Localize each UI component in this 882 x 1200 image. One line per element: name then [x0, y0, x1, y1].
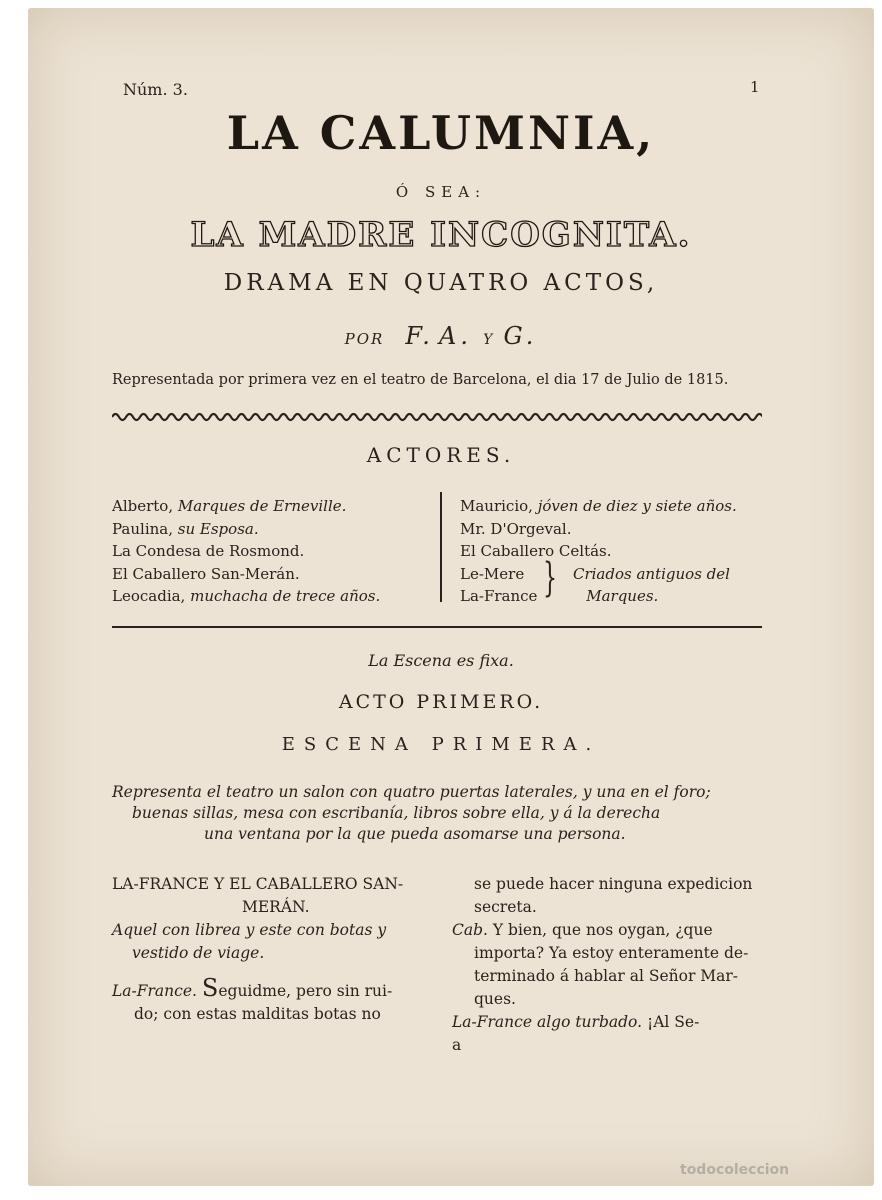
title-connector: Ó SEA: [395, 183, 487, 201]
speech-line: ques. [474, 990, 516, 1008]
cast-entry: Paulina, su Esposa. [112, 519, 259, 538]
author-conjunction: Y [483, 332, 493, 348]
speech-line: se puede hacer ninguna expedicion [474, 875, 753, 893]
brace-glyph: } [543, 555, 557, 601]
dialogue-column-right [452, 873, 772, 1057]
drop-cap: S [201, 974, 219, 1002]
cast-entry: La-France Marques. [460, 587, 659, 605]
subtitle: LA MADRE INCOGNITA. [190, 215, 692, 255]
premiere-note: Representada por primera vez en el teatro de Barcelona, el dia 17 de Julio de 1815. [112, 372, 729, 388]
scene-heading: ESCENA PRIMERA. [281, 734, 601, 755]
speaker-name: Cab. [452, 921, 488, 939]
stage-directions [112, 782, 767, 845]
characters-heading: LA-FRANCE Y EL CABALLERO SAN- [112, 875, 404, 893]
cast-list-right [460, 495, 780, 608]
cast-entry: El Caballero San-Merán. [112, 564, 300, 583]
act-heading: ACTO PRIMERO. [338, 691, 544, 713]
speech-line: Cab. Y bien, que nos oygan, ¿que [452, 921, 713, 939]
stage-line: una ventana por la que pueda asomarse una persona. [204, 825, 626, 843]
stage-line: Representa el teatro un salon con quatro puertas laterales, y una en el foro; [112, 783, 711, 801]
stage-direction: Aquel con librea y este con botas y [112, 921, 387, 939]
genre-line: DRAMA EN QUATRO ACTOS, [223, 270, 659, 296]
stage-direction-cont: vestido de viage. [132, 944, 265, 962]
scene-note: La Escena es fixa. [368, 651, 514, 670]
cast-entry: Mr. D'Orgeval. [460, 519, 572, 538]
speaker-name: La-France. [112, 982, 197, 1000]
cast-entry: Mauricio, jóven de diez y siete años. [460, 497, 737, 515]
speech-line: terminado á hablar al Señor Mar- [474, 967, 739, 985]
speaker-name: La-France [452, 1013, 533, 1031]
author-line [0, 322, 882, 350]
cast-entry: Le-Mere Criados antiguos del [460, 564, 730, 583]
decorative-wave-rule [112, 408, 762, 426]
cast-heading: ACTORES. [366, 443, 516, 467]
main-title: LA CALUMNIA, [226, 106, 656, 160]
catchword: a [452, 1036, 462, 1054]
section-rule [112, 626, 762, 628]
page-number: 1 [750, 78, 760, 96]
characters-heading-cont: MERÁN. [242, 898, 310, 916]
author-initial-a: A. [439, 322, 472, 350]
cast-entry: El Caballero Celtás. [460, 542, 612, 560]
speech-line: do; con estas malditas botas no [134, 1005, 381, 1023]
by-label: POR [344, 330, 385, 348]
stage-line: buenas sillas, mesa con escribanía, libros sobre ella, y á la derecha [132, 804, 661, 822]
speech-line: importa? Ya estoy enteramente de- [474, 944, 749, 962]
cast-column-divider [440, 492, 442, 602]
speech-line: secreta. [474, 898, 537, 916]
cast-entry: Leocadia, muchacha de trece años. [112, 587, 381, 605]
cast-entry: La Condesa de Rosmond. [112, 542, 305, 560]
cast-entry: Alberto, Marques de Erneville. [112, 497, 347, 515]
author-initial-g: G. [503, 322, 538, 350]
dialogue-column-left [112, 873, 432, 1026]
watermark: todocoleccion [680, 1162, 790, 1178]
issue-number: Núm. 3. [123, 80, 188, 99]
cast-list-left [112, 495, 432, 608]
speech-line: La-France algo turbado. ¡Al Se- [452, 1013, 700, 1031]
author-initial-f: F. [405, 322, 434, 350]
speech-line: La-France. Seguidme, pero sin rui- [112, 974, 393, 1002]
